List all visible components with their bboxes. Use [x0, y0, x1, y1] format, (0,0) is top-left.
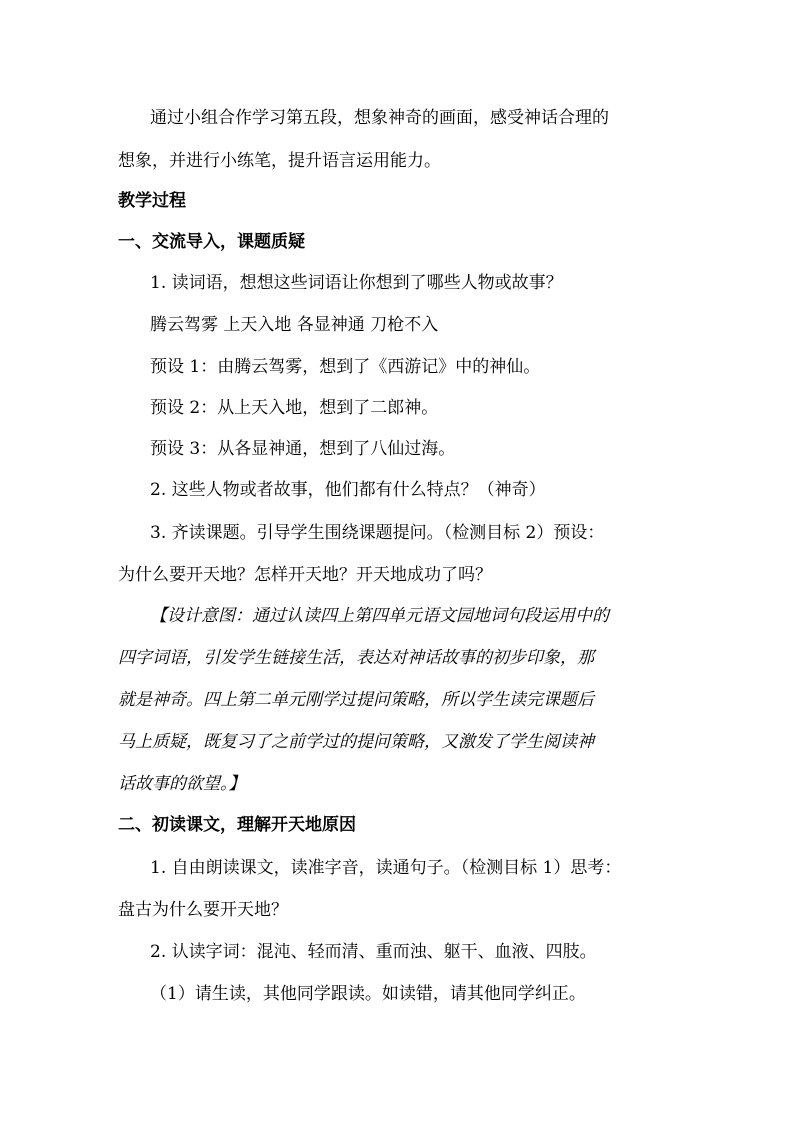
section-2-question-2-item-1: （1）请生读，其他同学跟读。如读错，请其他同学纠正。 — [150, 984, 586, 1004]
section-2-question-1-line-1: 1. 自由朗读课文，读准字音，读通句子。（检测目标 1）思考： — [150, 858, 622, 878]
section-1-question-3-line-1: 3. 齐读课题。引导学生围绕课题提问。（检测目标 2）预设： — [150, 523, 605, 543]
section-2-title: 二、初读课文，理解开天地原因 — [118, 815, 356, 835]
objective-3-line-2: 想象，并进行小练笔，提升语言运用能力。 — [118, 151, 441, 171]
objective-3-line-1: 通过小组合作学习第五段，想象神奇的画面，感受神话合理的 — [150, 108, 609, 128]
section-1-word-list: 腾云驾雾 上天入地 各显神通 刀枪不入 — [150, 315, 439, 335]
section-1-question-1: 1. 读词语，想想这些词语让你想到了哪些人物或故事？ — [150, 273, 563, 293]
section-1-question-2: 2. 这些人物或者故事，他们都有什么特点？（神奇） — [150, 480, 546, 500]
section-1-preset-2: 预设 2：从上天入地，想到了二郎神。 — [150, 398, 439, 418]
section-2-question-2: 2. 认读字词：混沌、轻而清、重而浊、躯干、血液、四肢。 — [150, 942, 597, 962]
section-1-question-3-line-2: 为什么要开天地？怎样开天地？开天地成功了吗？ — [118, 565, 492, 585]
design-intent-line-3: 就是神奇。四上第二单元刚学过提问策略，所以学生读完课题后 — [118, 690, 594, 710]
design-intent-line-4: 马上质疑，既复习了之前学过的提问策略，又激发了学生阅读神 — [118, 732, 594, 752]
section-2-question-1-line-2: 盘古为什么要开天地？ — [118, 900, 288, 920]
design-intent-line-1: 【设计意图：通过认读四上第四单元语文园地词句段运用中的 — [150, 606, 609, 626]
section-1-title: 一、交流导入，课题质疑 — [118, 232, 305, 252]
section-1-preset-1: 预设 1：由腾云驾雾，想到了《西游记》中的神仙。 — [150, 357, 541, 377]
teaching-process-title: 教学过程 — [118, 191, 186, 211]
design-intent-line-2: 四字词语，引发学生链接生活，表达对神话故事的初步印象，那 — [118, 648, 594, 668]
design-intent-line-5: 话故事的欲望。】 — [118, 774, 246, 794]
section-1-preset-3: 预设 3：从各显神通，想到了八仙过海。 — [150, 439, 456, 459]
